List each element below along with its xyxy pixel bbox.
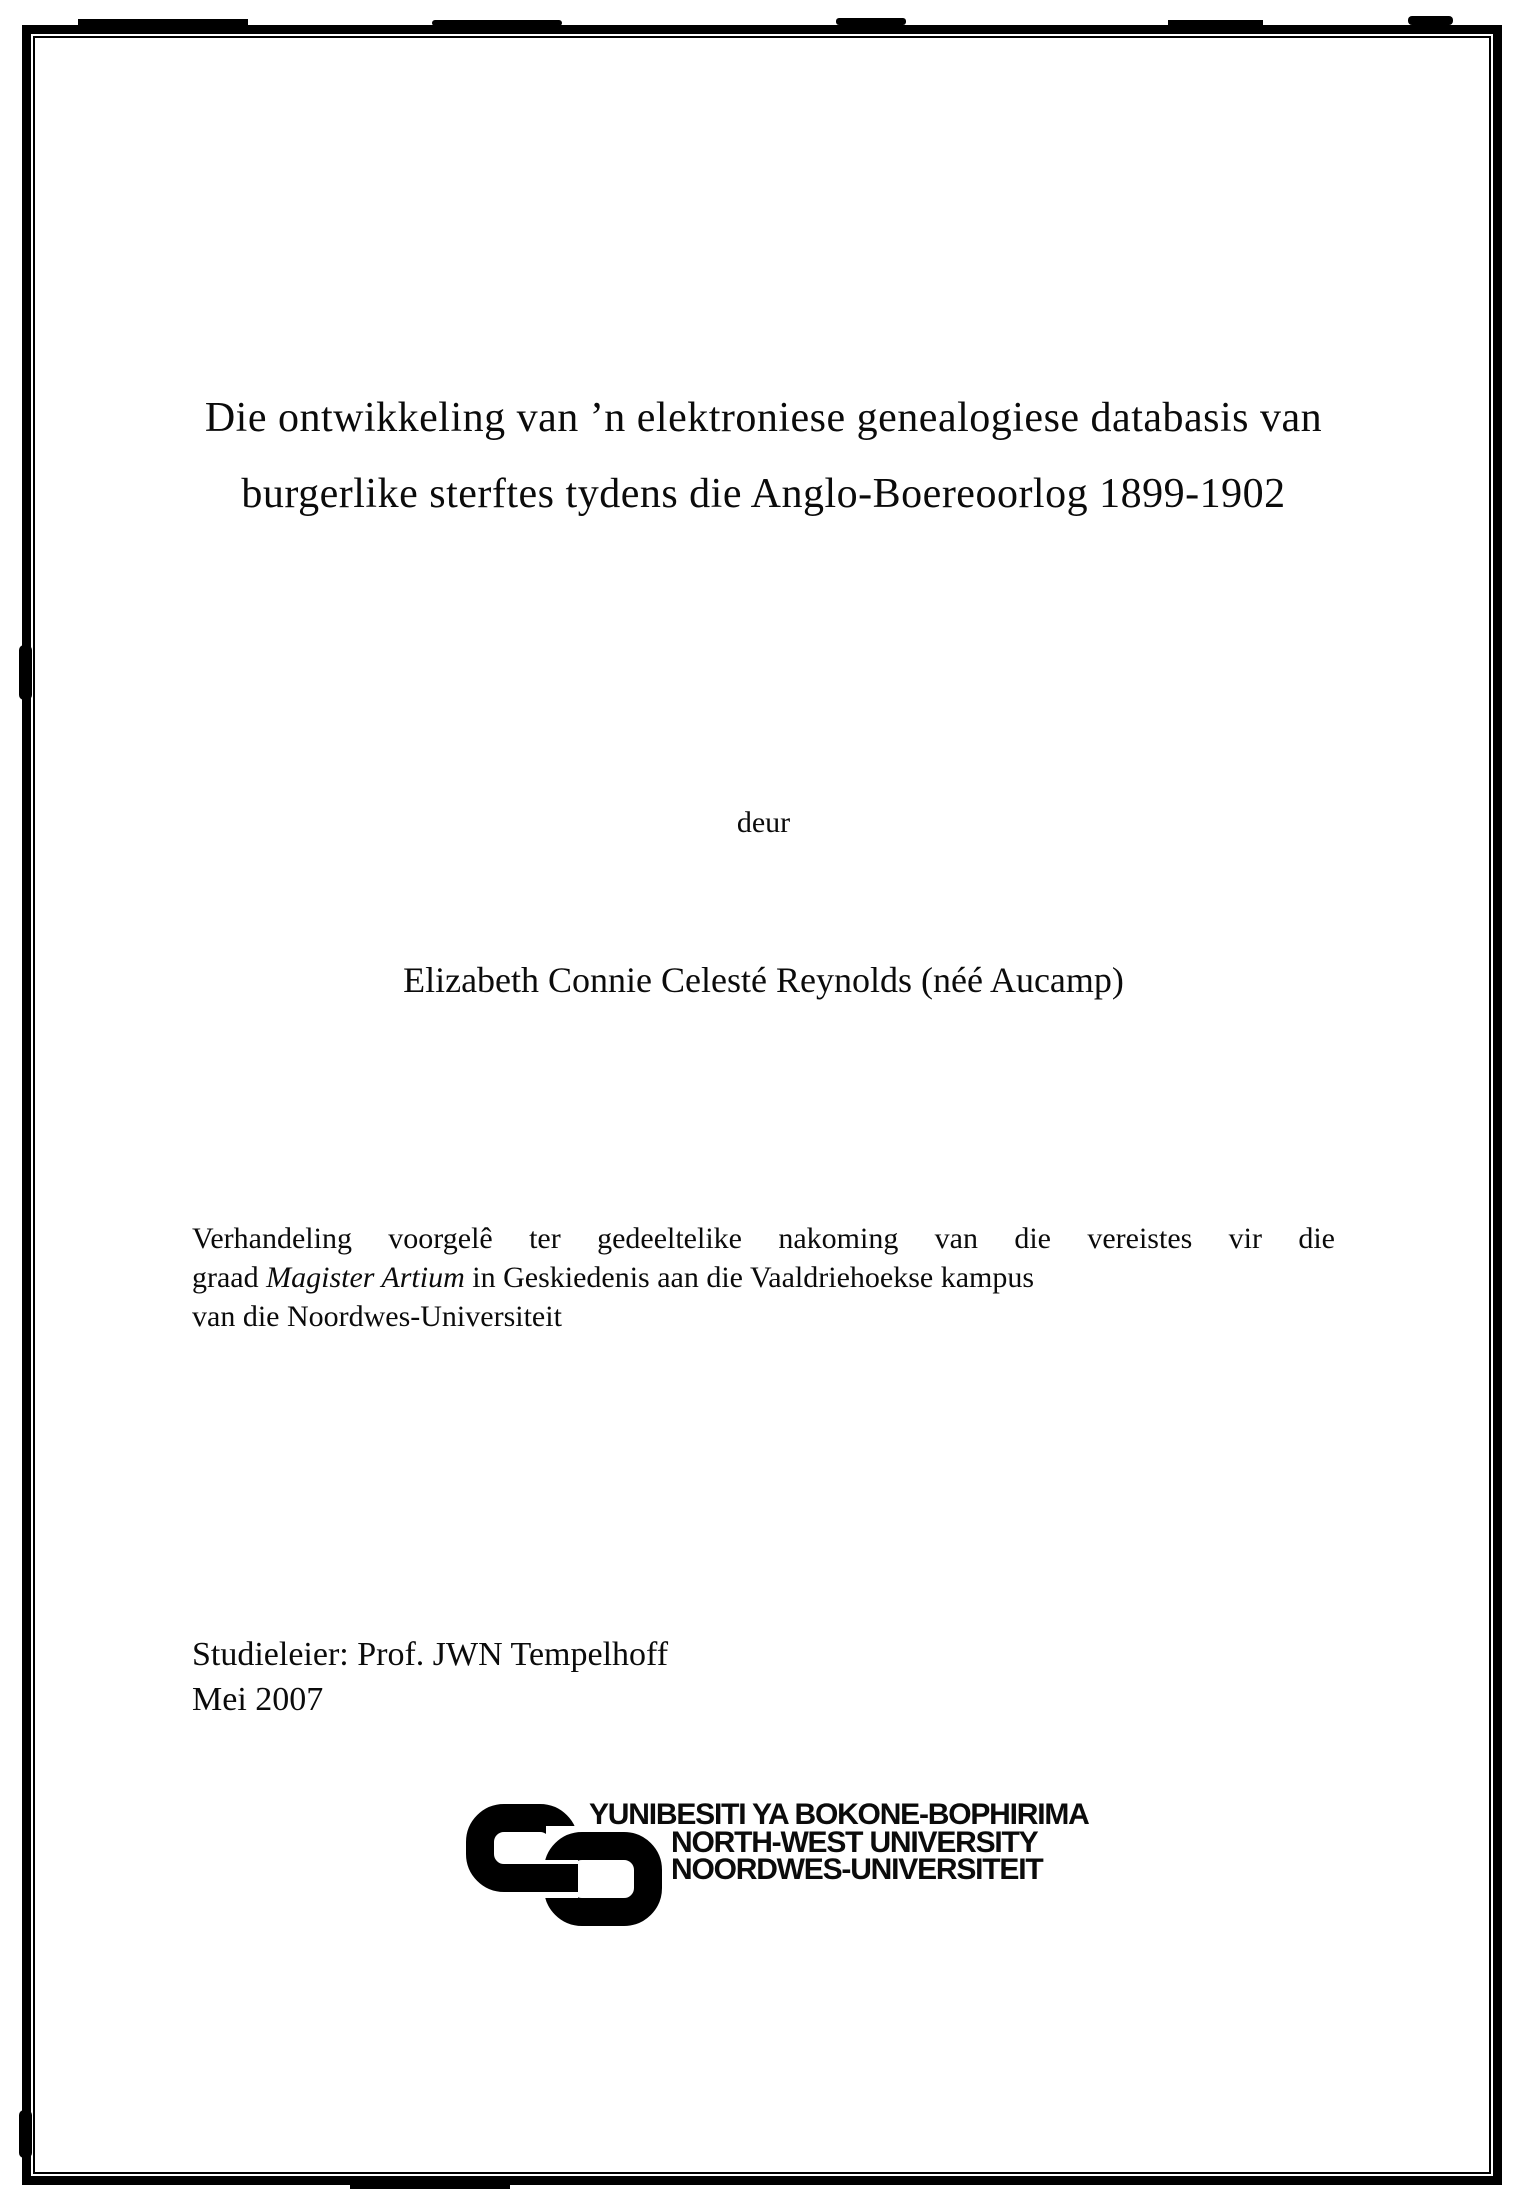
thesis-title [110, 380, 1417, 532]
scan-artifact [836, 18, 906, 25]
thesis-title-line2: burgerlike sterftes tydens die Anglo-Boereoorlog 1899-1902 [241, 471, 1286, 517]
university-logo [466, 1800, 1106, 1930]
thesis-note-line2-suffix: in Geskiedenis aan die Vaaldriehoekse kampus [464, 1261, 1035, 1294]
scan-artifact [78, 19, 248, 26]
scan-artifact [432, 20, 562, 26]
logo-text-english: NORTH-WEST UNIVERSITY [671, 1825, 1038, 1859]
supervisor-block [192, 1632, 668, 1722]
university-logo-text [589, 1798, 1089, 1886]
degree-name: Magister Artium [266, 1261, 465, 1294]
thesis-title-line1: Die ontwikkeling van ’n elektroniese genealogiese databasis van [204, 395, 1323, 441]
byline-label: deur [736, 806, 791, 839]
thesis-note-line3: van die Noordwes-Universiteit [192, 1300, 562, 1333]
date-line: Mei 2007 [192, 1681, 324, 1718]
thesis-note-line2-prefix: graad [192, 1261, 267, 1294]
scan-artifact [19, 645, 32, 700]
logo-text-setswana: YUNIBESITI YA BOKONE-BOPHIRIMA [589, 1798, 1089, 1831]
thesis-note-line2 [192, 1258, 1335, 1297]
thesis-note [192, 1219, 1335, 1336]
logo-text-afrikaans: NOORDWES-UNIVERSITEIT [671, 1853, 1043, 1886]
supervisor-line: Studieleier: Prof. JWN Tempelhoff [192, 1636, 669, 1673]
scan-artifact [19, 2110, 32, 2158]
thesis-note-line1: Verhandeling voorgelê ter gedeeltelike nakoming van die vereistes vir die [192, 1222, 1335, 1255]
author-name: Elizabeth Connie Celesté Reynolds (néé Aucamp) [403, 960, 1124, 1000]
scan-artifact [1168, 20, 1263, 26]
scan-artifact [1408, 16, 1453, 25]
scan-artifact [350, 2183, 510, 2189]
